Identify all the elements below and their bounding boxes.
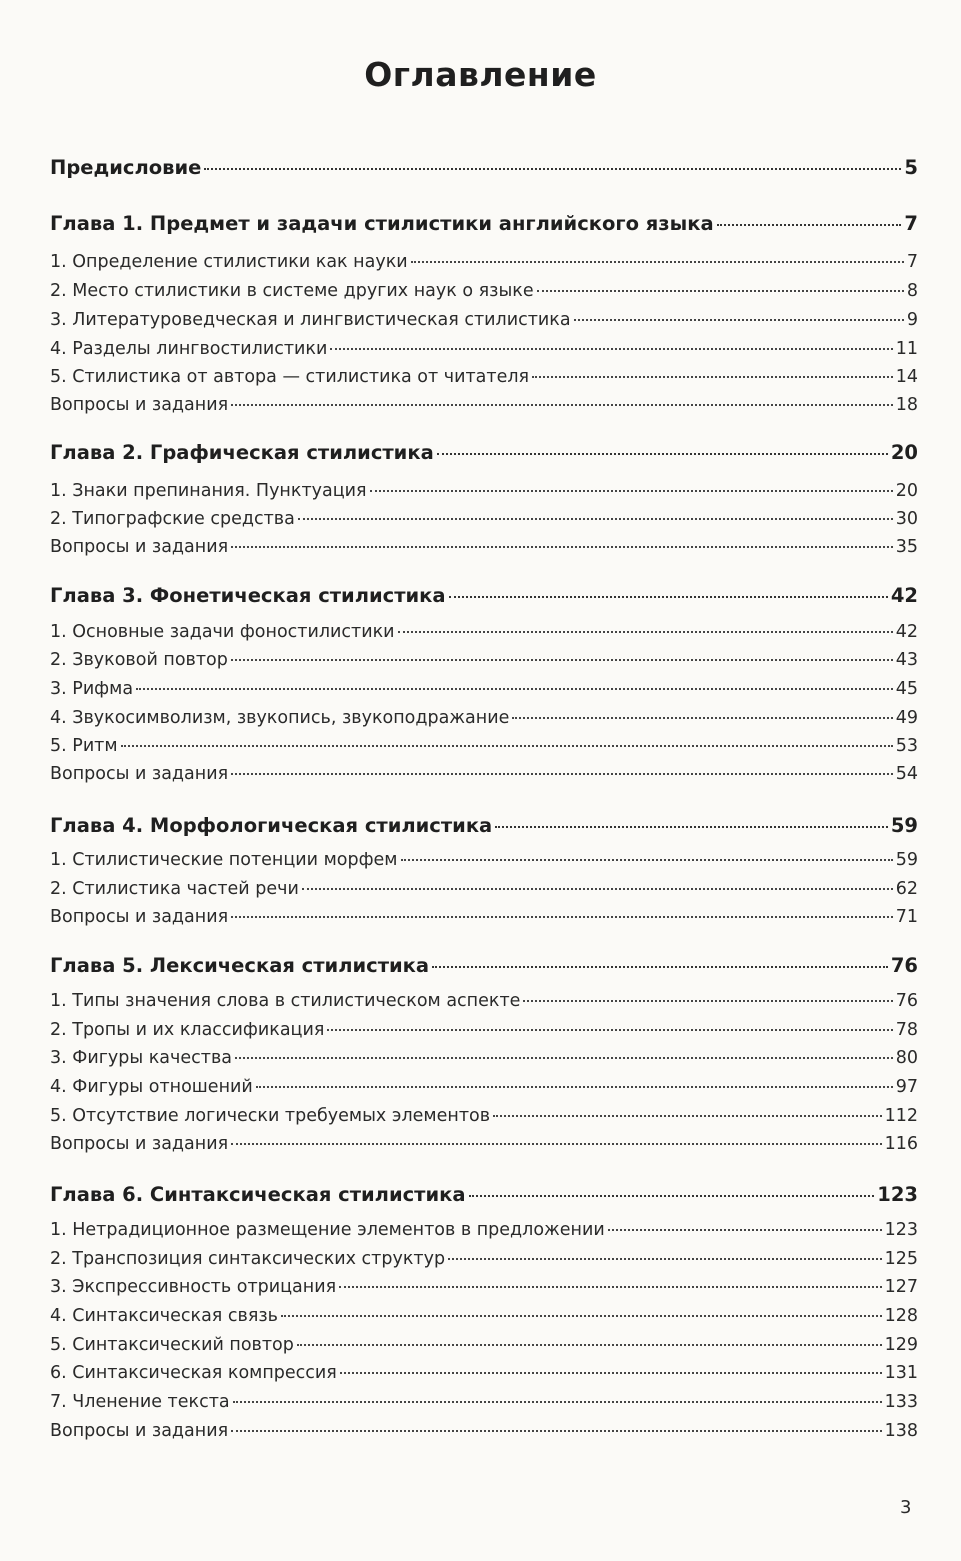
toc-entry-page: 127 — [884, 1277, 918, 1297]
toc-entry-label: Глава 5. Лексическая стилистика — [50, 954, 430, 977]
dot-leader — [448, 1258, 882, 1260]
toc-entry-page: 80 — [895, 1048, 918, 1068]
toc-entry-label: 4. Фигуры отношений — [50, 1077, 253, 1097]
dot-leader — [297, 1344, 882, 1346]
toc-entry-page: 133 — [884, 1392, 918, 1412]
toc-entry-page: 138 — [884, 1421, 918, 1441]
toc-entry-label: Вопросы и задания — [50, 1421, 229, 1441]
toc-entry-label: 1. Основные задачи фоностилистики — [50, 622, 395, 642]
toc-entry-page: 116 — [884, 1134, 918, 1154]
toc-entry-label: 1. Стилистические потенции морфем — [50, 850, 398, 870]
toc-section-entry — [50, 736, 918, 756]
dot-leader — [327, 1029, 892, 1031]
dot-leader — [449, 596, 888, 598]
toc-entry-page: 18 — [895, 395, 918, 415]
toc-section-entry — [50, 1335, 918, 1355]
toc-entry-page: 7 — [906, 252, 918, 272]
toc-entry-label: 4. Звукосимволизм, звукопись, звукоподражание — [50, 708, 510, 728]
toc-entry-label: 7. Членение текста — [50, 1392, 230, 1412]
toc-entry-page: 35 — [895, 537, 918, 557]
toc-entry-label: Вопросы и задания — [50, 907, 229, 927]
toc-entry-page: 45 — [895, 679, 918, 699]
dot-leader — [231, 404, 893, 406]
dot-leader — [231, 1430, 881, 1432]
toc-section-entry — [50, 509, 918, 529]
dot-leader — [231, 1143, 881, 1145]
toc-entry-page: 125 — [884, 1249, 918, 1269]
toc-entry-page: 59 — [890, 814, 918, 837]
toc-entry-label: 3. Экспрессивность отрицания — [50, 1277, 337, 1297]
dot-leader — [339, 1286, 881, 1288]
toc-section-entry — [50, 1421, 918, 1441]
dot-leader — [231, 916, 893, 918]
toc-entry-page: 97 — [895, 1077, 918, 1097]
toc-entry-page: 5 — [904, 156, 918, 179]
toc-section-entry — [50, 1134, 918, 1154]
dot-leader — [512, 717, 892, 719]
dot-leader — [233, 1401, 882, 1403]
toc-entry-page: 42 — [890, 584, 918, 607]
toc-entry-label: 1. Типы значения слова в стилистическом аспекте — [50, 991, 521, 1011]
toc-entry-label: 1. Знаки препинания. Пунктуация — [50, 481, 367, 501]
dot-leader — [432, 966, 888, 968]
toc-section-entry — [50, 907, 918, 927]
toc-entry-page: 9 — [906, 310, 918, 330]
dot-leader — [608, 1229, 882, 1231]
toc-entry-label: Глава 1. Предмет и задачи стилистики английского языка — [50, 212, 714, 235]
dot-leader — [231, 546, 893, 548]
dot-leader — [340, 1372, 882, 1374]
toc-section-entry — [50, 1249, 918, 1269]
toc-entry-label: 6. Синтаксическая компрессия — [50, 1363, 337, 1383]
toc-entry-page: 129 — [884, 1335, 918, 1355]
toc-entry-label: 3. Рифма — [50, 679, 134, 699]
toc-entry-page: 20 — [895, 481, 918, 501]
toc-entry-label: 3. Фигуры качества — [50, 1048, 232, 1068]
page-number: 3 — [900, 1497, 912, 1518]
dot-leader — [204, 168, 901, 170]
toc-entry-label: 1. Нетрадиционное размещение элементов в предложении — [50, 1220, 605, 1240]
toc-entry-page: 112 — [884, 1106, 918, 1126]
toc-section-entry — [50, 1106, 918, 1126]
dot-leader — [256, 1086, 893, 1088]
toc-entry-label: 5. Синтаксический повтор — [50, 1335, 294, 1355]
toc-entry-page: 123 — [884, 1220, 918, 1240]
toc-section-entry — [50, 879, 918, 899]
toc-entry-label: 2. Стилистика частей речи — [50, 879, 299, 899]
toc-entry-page: 76 — [890, 954, 918, 977]
toc-entry-label: 5. Отсутствие логически требуемых элементов — [50, 1106, 491, 1126]
dot-leader — [537, 290, 904, 292]
toc-entry-page: 131 — [884, 1363, 918, 1383]
dot-leader — [231, 659, 893, 661]
toc-entry-label: 3. Литературоведческая и лингвистическая стилистика — [50, 310, 571, 330]
toc-entry-page: 71 — [895, 907, 918, 927]
dot-leader — [469, 1195, 875, 1197]
dot-leader — [281, 1315, 882, 1317]
toc-chapter-entry — [50, 156, 918, 179]
toc-section-entry — [50, 850, 918, 870]
toc-entry-page: 20 — [890, 441, 918, 464]
toc-section-entry — [50, 367, 918, 387]
dot-leader — [235, 1057, 893, 1059]
toc-section-entry — [50, 991, 918, 1011]
toc-section-entry — [50, 1048, 918, 1068]
toc-entry-page: 62 — [895, 879, 918, 899]
toc-entry-label: 4. Разделы лингвостилистики — [50, 339, 328, 359]
toc-entry-page: 30 — [895, 509, 918, 529]
toc-section-entry — [50, 481, 918, 501]
toc-chapter-entry — [50, 954, 918, 977]
toc-section-entry — [50, 764, 918, 784]
toc-entry-label: Предисловие — [50, 156, 202, 179]
toc-entry-page: 54 — [895, 764, 918, 784]
toc-entry-label: 2. Звуковой повтор — [50, 650, 228, 670]
toc-entry-page: 8 — [906, 281, 918, 301]
dot-leader — [574, 319, 904, 321]
toc-section-entry — [50, 1077, 918, 1097]
dot-leader — [136, 688, 893, 690]
toc-section-entry — [50, 339, 918, 359]
toc-entry-page: 76 — [895, 991, 918, 1011]
page-title: Оглавление — [364, 55, 597, 94]
dot-leader — [717, 224, 902, 226]
dot-leader — [302, 888, 893, 890]
dot-leader — [493, 1115, 882, 1117]
toc-section-entry — [50, 537, 918, 557]
toc-entry-label: Вопросы и задания — [50, 764, 229, 784]
toc-entry-label: Вопросы и задания — [50, 1134, 229, 1154]
toc-entry-page: 78 — [895, 1020, 918, 1040]
toc-section-entry — [50, 622, 918, 642]
toc-entry-page: 53 — [895, 736, 918, 756]
dot-leader — [411, 261, 904, 263]
toc-section-entry — [50, 1363, 918, 1383]
toc-section-entry — [50, 1220, 918, 1240]
dot-leader — [231, 773, 893, 775]
dot-leader — [523, 1000, 892, 1002]
toc-entry-label: 2. Транспозиция синтаксических структур — [50, 1249, 446, 1269]
toc-chapter-entry — [50, 584, 918, 607]
dot-leader — [437, 453, 888, 455]
toc-section-entry — [50, 310, 918, 330]
toc-entry-page: 14 — [895, 367, 918, 387]
toc-section-entry — [50, 708, 918, 728]
toc-chapter-entry — [50, 212, 918, 235]
toc-entry-page: 43 — [895, 650, 918, 670]
toc-section-entry — [50, 679, 918, 699]
dot-leader — [330, 348, 892, 350]
dot-leader — [495, 826, 888, 828]
toc-chapter-entry — [50, 441, 918, 464]
toc-entry-page: 49 — [895, 708, 918, 728]
toc-entry-label: 4. Синтаксическая связь — [50, 1306, 278, 1326]
toc-section-entry — [50, 281, 918, 301]
toc-entry-page: 128 — [884, 1306, 918, 1326]
toc-section-entry — [50, 650, 918, 670]
dot-leader — [370, 490, 893, 492]
toc-entry-page: 123 — [877, 1183, 918, 1206]
toc-entry-page: 7 — [904, 212, 918, 235]
toc-entry-page: 11 — [895, 339, 918, 359]
toc-entry-label: 5. Стилистика от автора — стилистика от читателя — [50, 367, 530, 387]
toc-entry-label: 5. Ритм — [50, 736, 118, 756]
toc-chapter-entry — [50, 814, 918, 837]
dot-leader — [121, 745, 893, 747]
toc-entry-label: Глава 6. Синтаксическая стилистика — [50, 1183, 466, 1206]
dot-leader — [398, 631, 893, 633]
toc-section-entry — [50, 1306, 918, 1326]
toc-entry-label: Глава 2. Графическая стилистика — [50, 441, 434, 464]
toc-entry-label: Глава 3. Фонетическая стилистика — [50, 584, 446, 607]
toc-entry-label: 2. Типографские средства — [50, 509, 295, 529]
toc-entry-label: 2. Место стилистики в системе других наук о языке — [50, 281, 534, 301]
toc-section-entry — [50, 395, 918, 415]
dot-leader — [298, 518, 893, 520]
toc-entry-label: Глава 4. Морфологическая стилистика — [50, 814, 493, 837]
toc-section-entry — [50, 1392, 918, 1412]
dot-leader — [401, 859, 893, 861]
toc-entry-page: 59 — [895, 850, 918, 870]
toc-section-entry — [50, 252, 918, 272]
toc-section-entry — [50, 1277, 918, 1297]
toc-entry-label: 1. Определение стилистики как науки — [50, 252, 408, 272]
toc-chapter-entry — [50, 1183, 918, 1206]
dot-leader — [532, 376, 893, 378]
toc-entry-page: 42 — [895, 622, 918, 642]
toc-entry-label: Вопросы и задания — [50, 395, 229, 415]
toc-section-entry — [50, 1020, 918, 1040]
toc-entry-label: Вопросы и задания — [50, 537, 229, 557]
toc-entry-label: 2. Тропы и их классификация — [50, 1020, 325, 1040]
